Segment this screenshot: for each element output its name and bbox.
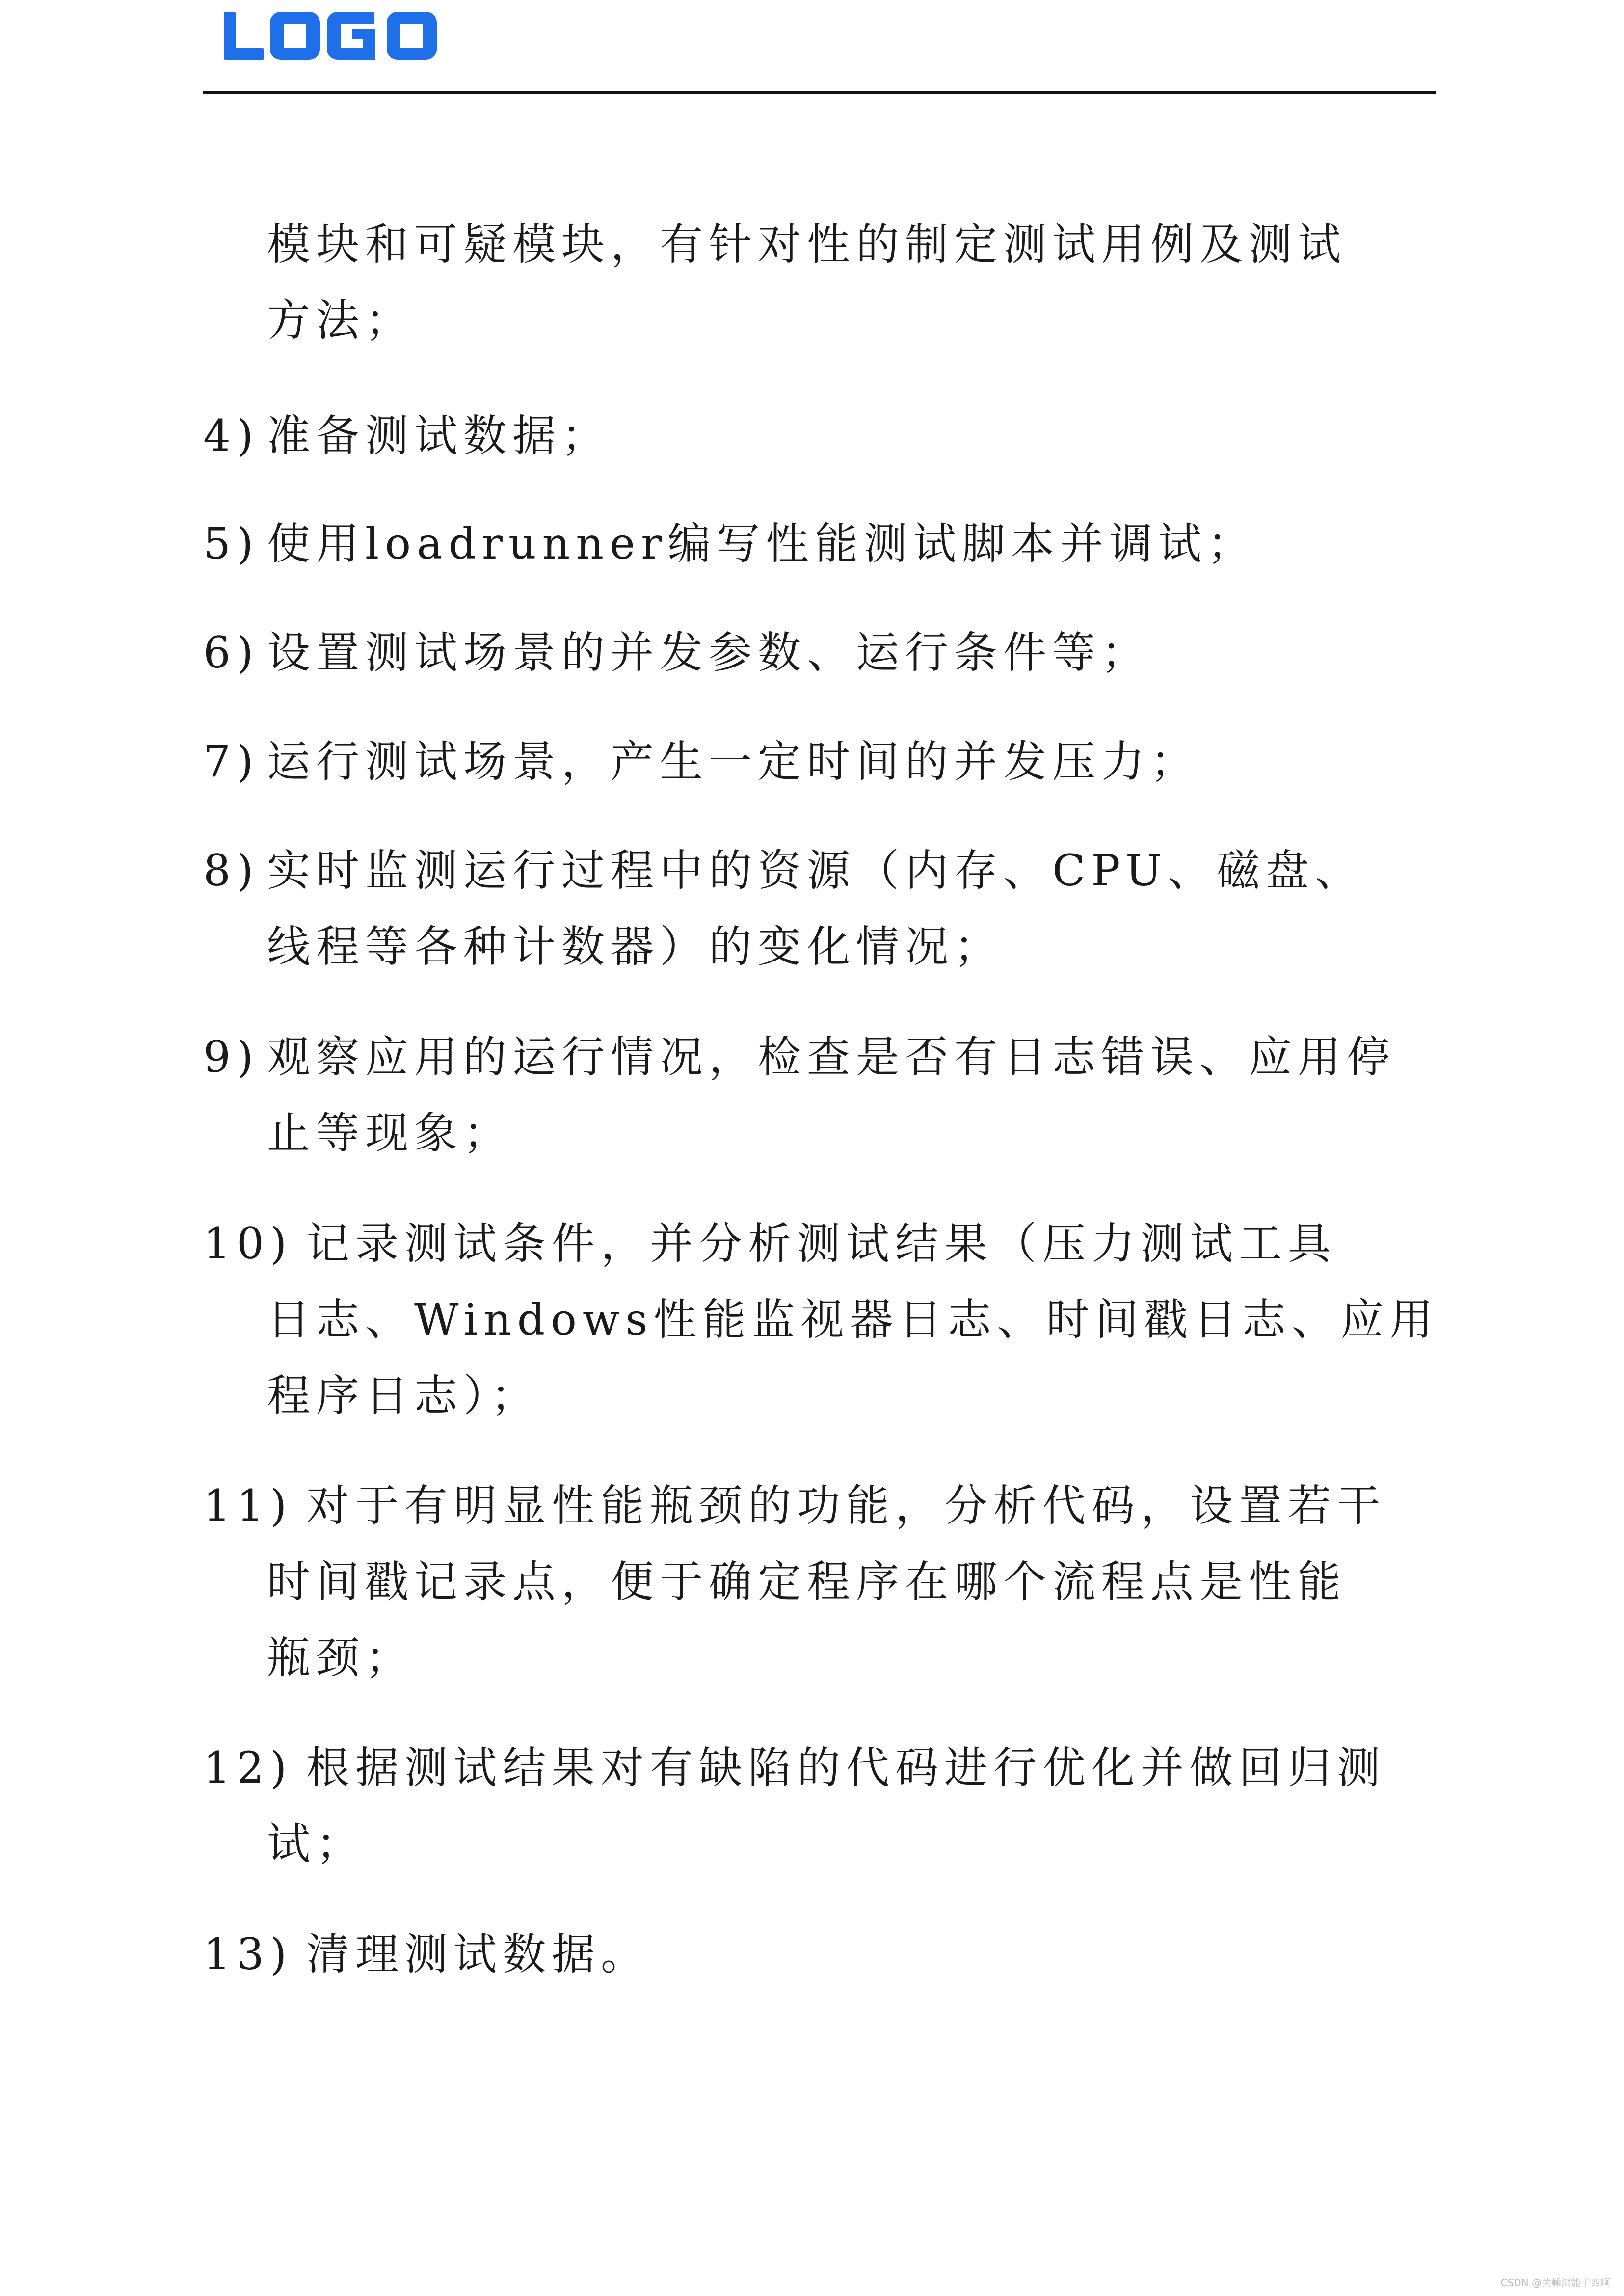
list-item-number: 4): [203, 410, 260, 461]
list-item-text-line: 模块和可疑模块，有针对性的制定测试用例及测试: [267, 219, 1347, 269]
list-item-number: 13): [203, 1929, 293, 1979]
list-item: [203, 1730, 1430, 1882]
list-item-number: 9): [203, 1032, 260, 1082]
list-item: [203, 506, 1430, 582]
list-item-number: 10): [203, 1218, 293, 1269]
list-item: [203, 1916, 1430, 1992]
header-divider: [203, 91, 1436, 94]
list-item-text-line: 记录测试条件，并分析测试结果（压力测试工具: [306, 1218, 1337, 1269]
list-item-text-line: 方法；: [267, 295, 415, 346]
page-header: [0, 0, 1624, 98]
list-item: [203, 832, 1430, 985]
list-item-text-line: 实时监测运行过程中的资源（内存、CPU、磁盘、: [267, 845, 1364, 896]
list-item: [203, 1205, 1439, 1434]
list-item-number: 11): [203, 1480, 293, 1531]
list-item-text-line: 对于有明显性能瓶颈的功能，分析代码，设置若干: [306, 1480, 1386, 1531]
list-item-number: 12): [203, 1742, 293, 1793]
list-item-text-line: 根据测试结果对有缺陷的代码进行优化并做回归测: [306, 1742, 1386, 1793]
list-item-text-line: 观察应用的运行情况，检查是否有日志错误、应用停: [267, 1032, 1396, 1082]
list-item: [203, 1468, 1430, 1696]
list-item-text-line: 止等现象；: [267, 1108, 513, 1158]
list-item-number: 7): [203, 736, 260, 787]
list-item-text-line: 程序日志）；: [267, 1370, 540, 1421]
list-item-number: 6): [203, 627, 260, 678]
list-item-number: 5): [203, 518, 260, 569]
list-item: [203, 398, 1430, 474]
list-item: [203, 1019, 1430, 1171]
list-item-text-line: 运行测试场景，产生一定时间的并发压力；: [267, 736, 1200, 787]
list-item: [203, 723, 1430, 800]
corner-credit: CSDN @黄嵊鸿能干四啊: [1500, 2277, 1610, 2289]
list-item-text-line: 试；: [267, 1818, 366, 1869]
list-item-text-line: 线程等各种计数器）的变化情况；: [267, 921, 1004, 972]
list-item-text-line: 设置测试场景的并发参数、运行条件等；: [267, 627, 1151, 678]
list-item-text-line: 瓶颈；: [267, 1632, 415, 1683]
logo: [222, 5, 438, 64]
list-item-number: 8): [203, 845, 260, 896]
list-item-text-line: 清理测试数据。: [306, 1929, 650, 1979]
list-item-text-line: 日志、Windows性能监视器日志、时间戳日志、应用: [267, 1294, 1439, 1345]
logo-mark: [222, 5, 438, 64]
list-item: [203, 206, 1430, 358]
list-item: [203, 614, 1430, 691]
list-item-text-line: 使用loadrunner编写性能测试脚本并调试；: [267, 518, 1257, 569]
list-item-text-line: 时间戳记录点，便于确定程序在哪个流程点是性能: [267, 1556, 1347, 1607]
list-item-text-line: 准备测试数据；: [267, 410, 611, 461]
